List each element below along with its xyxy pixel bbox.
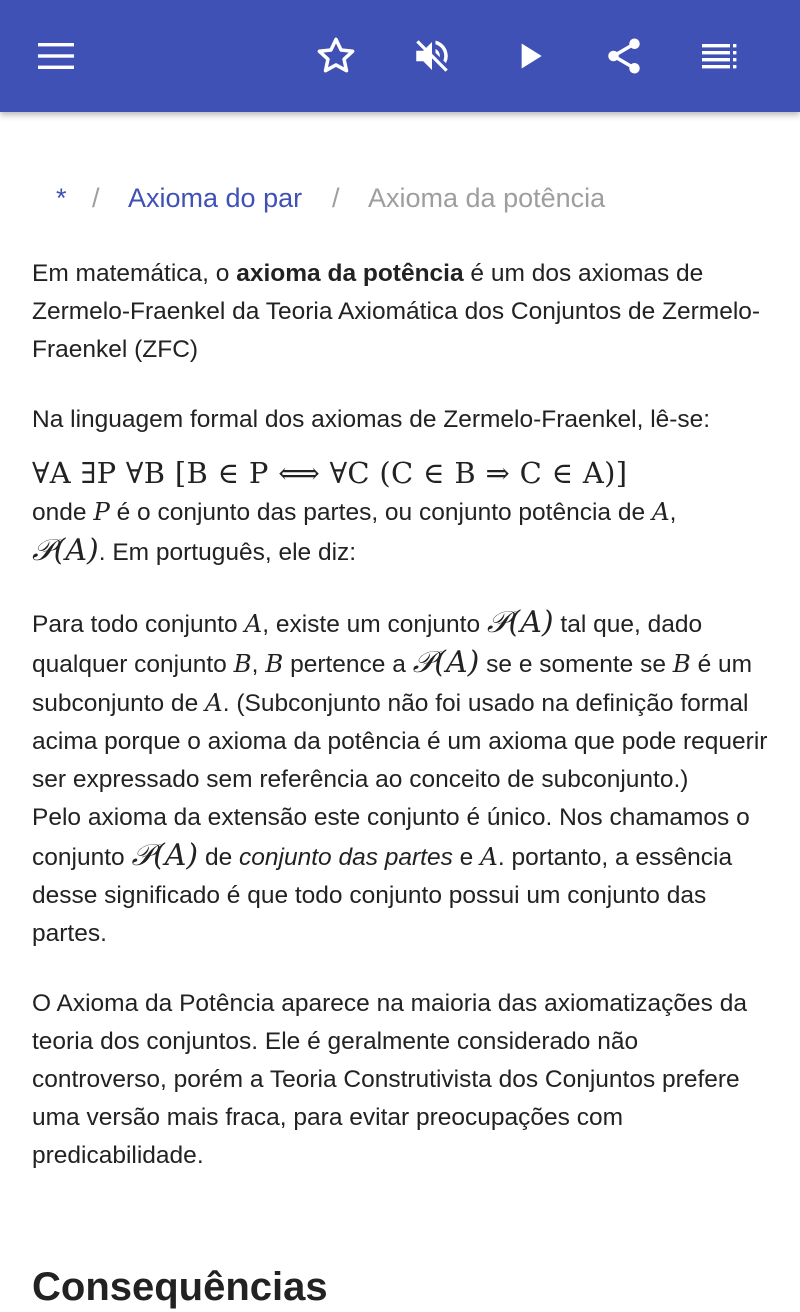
share-icon [603, 35, 645, 77]
play-icon [510, 36, 550, 76]
breadcrumb-current: Axioma da potência [368, 183, 606, 213]
portuguese-statement-paragraph: Para todo conjunto A, existe um conjunto 𝒫(A) tal que, dado qualquer conjunto B, B pertence a 𝒫(A) se e somente se B é um subconjunto de A. (Subconjunto não foi usado na definição formal acima porque o axioma da potência é um axioma que pode requerir ser expressado sem referência ao conceito de subconjunto.) [32, 605, 768, 793]
breadcrumb-root-link[interactable]: * [56, 183, 67, 213]
axiom-formula: ∀A ∃P ∀B [B ∈ P ⟺ ∀C (C ∈ B ⇒ C ∈ A)] [32, 456, 628, 490]
breadcrumb-separator: / [332, 183, 340, 213]
power-set-symbol: 𝒫(A) [412, 645, 480, 680]
article-body [32, 255, 768, 1207]
breadcrumb-separator: / [92, 183, 100, 213]
share-button[interactable] [592, 24, 656, 88]
menu-icon [36, 36, 76, 76]
breadcrumb [0, 178, 800, 222]
contents-button[interactable] [688, 24, 752, 88]
uniqueness-paragraph: Pelo axioma da extensão este conjunto é único. Nos chamamos o conjunto 𝒫(A) de conjunto das partes e A. portanto, a essência desse significado é que todo conjunto possui um conjunto das partes. [32, 804, 750, 947]
app-bar [0, 0, 800, 112]
play-button[interactable] [498, 24, 562, 88]
playlist-icon [700, 36, 740, 76]
power-set-symbol: 𝒫(A) [486, 605, 554, 640]
mute-button[interactable] [400, 24, 464, 88]
power-set-symbol: 𝒫(A) [32, 533, 99, 568]
axiomatizations-paragraph: O Axioma da Potência aparece na maioria das axiomatizações da teoria dos conjuntos. Ele é geralmente considerado não controverso, porém a Teoria Construtivista dos Conjuntos prefere uma versão mais fraca, para evitar preocupações com predicabilidade. [32, 990, 747, 1169]
power-set-symbol: 𝒫(A) [131, 838, 199, 873]
formal-language-paragraph: Na linguagem formal dos axiomas de Zermelo-Fraenkel, lê-se: [32, 406, 711, 433]
menu-button[interactable] [24, 24, 88, 88]
breadcrumb-parent-link[interactable]: Axioma do par [128, 183, 303, 213]
article-term: axioma da potência [236, 260, 464, 287]
star-outline-icon [315, 35, 357, 77]
volume-off-icon [411, 35, 453, 77]
favorite-button[interactable] [304, 24, 368, 88]
formula-explanation-paragraph: onde P é o conjunto das partes, ou conjunto potência de A, 𝒫(A). Em português, ele diz: [32, 497, 677, 568]
section-heading: Consequências [32, 1265, 328, 1309]
intro-paragraph: Em matemática, o axioma da potência é um dos axiomas de Zermelo-Fraenkel da Teoria Axiomática dos Conjuntos de Zermelo-Fraenkel (ZFC) [32, 260, 761, 363]
